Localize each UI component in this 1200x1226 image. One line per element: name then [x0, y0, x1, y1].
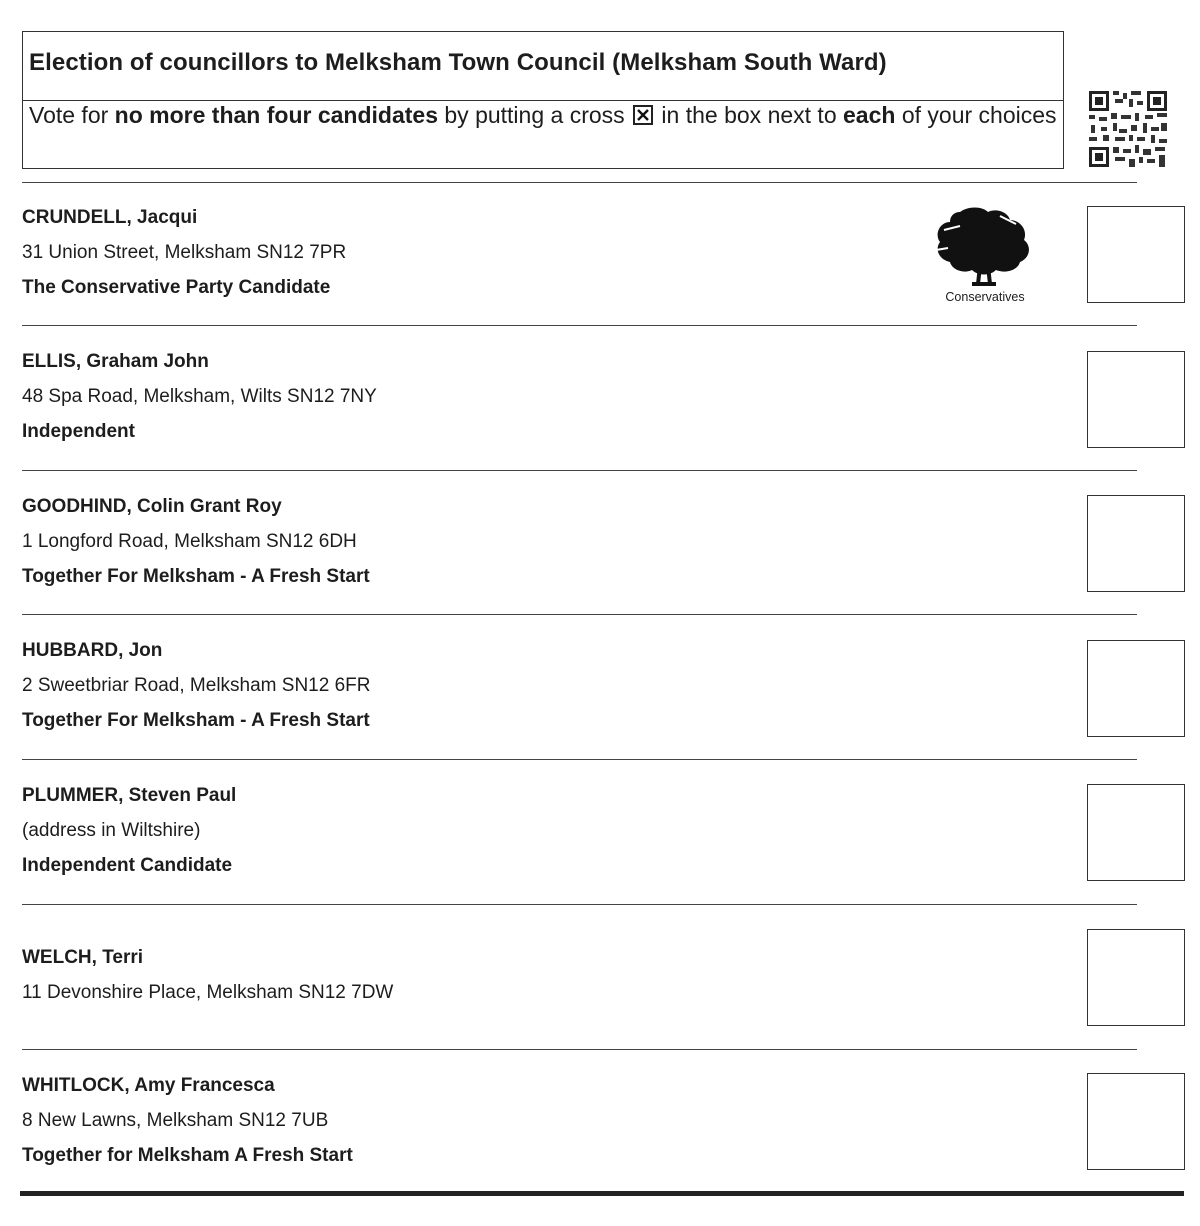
cross-box-icon [633, 105, 653, 125]
divider [22, 904, 1137, 905]
candidate-address: 11 Devonshire Place, Melksham SN12 7DW [22, 982, 394, 1003]
vote-box[interactable] [1087, 1073, 1185, 1170]
candidate-row [22, 785, 1022, 890]
candidate-address: 48 Spa Road, Melksham, Wilts SN12 7NY [22, 386, 377, 407]
candidate-row [22, 351, 1022, 456]
vote-box[interactable] [1087, 929, 1185, 1026]
candidate-row [22, 947, 1022, 1017]
divider [22, 325, 1137, 326]
candidate-row [22, 496, 1022, 601]
vote-box[interactable] [1087, 640, 1185, 737]
tree-icon [930, 204, 1040, 290]
candidate-description: Independent [22, 421, 135, 442]
qr-code-icon [1089, 91, 1167, 167]
candidate-address: 8 New Lawns, Melksham SN12 7UB [22, 1110, 329, 1131]
candidate-name: HUBBARD, Jon [22, 640, 163, 661]
candidate-row [22, 207, 1022, 312]
candidate-address: 1 Longford Road, Melksham SN12 6DH [22, 531, 357, 552]
bottom-divider [20, 1191, 1184, 1196]
candidate-name: WELCH, Terri [22, 947, 144, 968]
candidate-name: CRUNDELL, Jacqui [22, 207, 198, 228]
candidate-description: The Conservative Party Candidate [22, 277, 331, 298]
candidate-description: Together for Melksham A Fresh Start [22, 1145, 353, 1166]
vote-box[interactable] [1087, 351, 1185, 448]
candidate-description: Independent Candidate [22, 855, 233, 876]
ballot-header [22, 31, 1064, 169]
divider [22, 470, 1137, 471]
vote-box[interactable] [1087, 206, 1185, 303]
candidate-row [22, 640, 1022, 745]
vote-box[interactable] [1087, 495, 1185, 592]
vote-box[interactable] [1087, 784, 1185, 881]
candidate-name: ELLIS, Graham John [22, 351, 209, 372]
divider [22, 614, 1137, 615]
candidate-address: (address in Wiltshire) [22, 820, 201, 841]
candidate-name: GOODHIND, Colin Grant Roy [22, 496, 282, 517]
divider [22, 759, 1137, 760]
divider [22, 1049, 1137, 1050]
candidate-address: 31 Union Street, Melksham SN12 7PR [22, 242, 347, 263]
voting-instruction: Vote for no more than four candidates by putting a cross in the box next to each of your choices [29, 102, 1057, 128]
candidate-address: 2 Sweetbriar Road, Melksham SN12 6FR [22, 675, 371, 696]
conservatives-emblem [930, 204, 1040, 306]
candidate-description: Together For Melksham - A Fresh Start [22, 710, 370, 731]
candidate-name: PLUMMER, Steven Paul [22, 785, 237, 806]
candidate-description: Together For Melksham - A Fresh Start [22, 566, 370, 587]
emblem-label: Conservatives [945, 290, 1025, 304]
divider [22, 182, 1137, 183]
ballot-title: Election of councillors to Melksham Town Council (Melksham South Ward) [23, 32, 1063, 101]
candidate-name: WHITLOCK, Amy Francesca [22, 1075, 275, 1096]
candidate-row [22, 1075, 1022, 1180]
